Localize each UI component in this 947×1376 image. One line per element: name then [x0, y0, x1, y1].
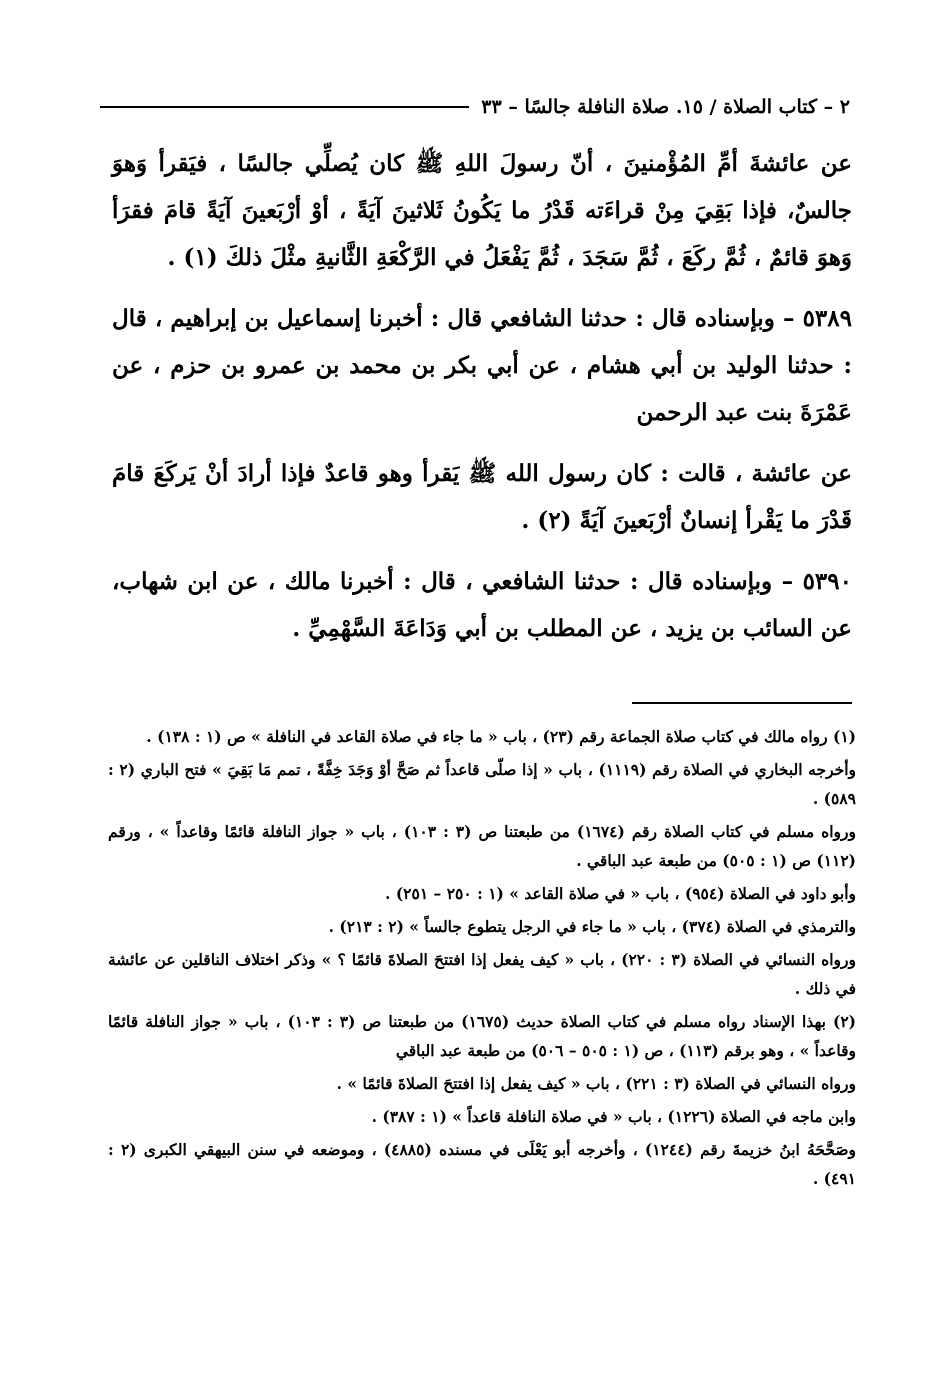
footnotes [108, 722, 856, 1197]
footnote-2-ibnkhuzaymah: وصَحَّحَهُ ابنُ خزيمةَ رقم (١٢٤٤) ، وأخرجه أبو يَعْلَى في مسنده (٤٨٨٥) ، وموضعه في سنن البيهقي الكبرى (٢ : ٤٩١) . [108, 1140, 857, 1188]
footnote-separator [632, 702, 852, 704]
footnote-2: (٢) بهذا الإسناد رواه مسلم في كتاب الصلاة حديث (١٦٧٥) من طبعتنا ص (٣ : ١٠٣) ، باب « جواز النافلة قائمًا وقاعداً » ، وهو برقم (١١٣) ، ص (١ : ٥٠٥ – ٥٠٦) من طبعة عبد الباقي [108, 1012, 856, 1060]
footnote-1-tirmidhi: والترمذي في الصلاة (٣٧٤) ، باب « ما جاء في الرجل يتطوع جالساً » (٢ : ٢١٣) . [328, 917, 856, 936]
hadith-text-5388: عن عائشةَ أمِّ المُؤْمنينَ ، أنّ رسولَ اللهِ ﷺ كان يُصلِّي جالسًا ، فيَقرأ وَهوَ جالسٌ، فإذا بَقِيَ مِنْ قراءَته قَدْرُ ما يَكُونُ ثَلاثينَ آيَةً ، أوْ أرْبَعينَ آيَةً قامَ فقرَأ وَهوَ قائمٌ ، ثُمَّ ركَعَ ، ثُمَّ سَجَدَ ، ثُمَّ يَفْعَلُ في الرَّكْعَةِ الثَّانيةِ مثْلَ ذلكَ (١) . [112, 150, 852, 271]
footnote-2-nasai: ورواه النسائي في الصلاة (٣ : ٢٢١) ، باب « كيف يفعل إذا افتتحَ الصلاةَ قائمًا » . [336, 1074, 856, 1093]
footnote-1: (١) رواه مالك في كتاب صلاة الجماعة رقم (٢٣) ، باب « ما جاء في صلاة القاعد في النافلة » ص (١ : ١٣٨) . [146, 727, 856, 746]
footnote-1-nasai: ورواه النسائي في الصلاة (٣ : ٢٢٠) ، باب « كيف يفعل إذا افتتحَ الصلاةَ قائمًا ؟ » وذكر اختلاف الناقلين عن عائشة في ذلك . [108, 950, 856, 998]
page-header [100, 92, 850, 122]
isnad-5390: ٥٣٩٠ – وبإسناده قال : حدثنا الشافعي ، قال : أخبرنا مالك ، عن ابن شهاب، عن السائب بن يزيد ، عن المطلب بن أبي وَدَاعَةَ السَّهْمِيِّ . [112, 568, 852, 642]
footnote-1-abudawud: وأبو داود في الصلاة (٩٥٤) ، باب « في صلاة القاعد » (١ : ٢٥٠ – ٢٥١) . [385, 884, 856, 903]
header-rule [100, 106, 469, 108]
isnad-5389: ٥٣٨٩ – وبإسناده قال : حدثنا الشافعي قال : أخبرنا إسماعيل بن إبراهيم ، قال : حدثنا الوليد بن أبي هشام ، عن أبي بكر بن محمد بن عمرو بن حزم ، عن عَمْرَةَ بنت عبد الرحمن [112, 305, 852, 426]
footnote-1-muslim: ورواه مسلم في كتاب الصلاة رقم (١٦٧٤) من طبعتنا ص (٣ : ١٠٣) ، باب « جواز النافلة قائمًا وقاعداً » ، ورقم (١١٢) ص (١ : ٥٠٥) من طبعة عبد الباقي . [108, 822, 857, 870]
running-title: ٢ – كتاب الصلاة / ١٥. صلاة النافلة جالسًا – ٣٣ [481, 96, 850, 118]
hadith-text-5389: عن عائشة ، قالت : كان رسول الله ﷺ يَقرأ وهو قاعدٌ فإذا أرادَ أنْ يَركَعَ قامَ قَدْرَ ما يَقْرأ إنسانٌ أرْبَعينَ آيَةً (٢) . [112, 460, 852, 534]
footnote-1-bukhari: وأخرجه البخاري في الصلاة رقم (١١١٩) ، باب « إذا صلّى قاعداً ثم صَحَّ أوْ وَجَدَ خِفَّةً ، تمم مَا بَقِيَ » فتح الباري (٢ : ٥٨٩) . [108, 760, 856, 808]
footnote-2-ibnmajah: وابن ماجه في الصلاة (١٢٢٦) ، باب « في صلاة النافلة قاعداً » (١ : ٣٨٧) . [371, 1107, 856, 1126]
main-text [112, 140, 852, 666]
